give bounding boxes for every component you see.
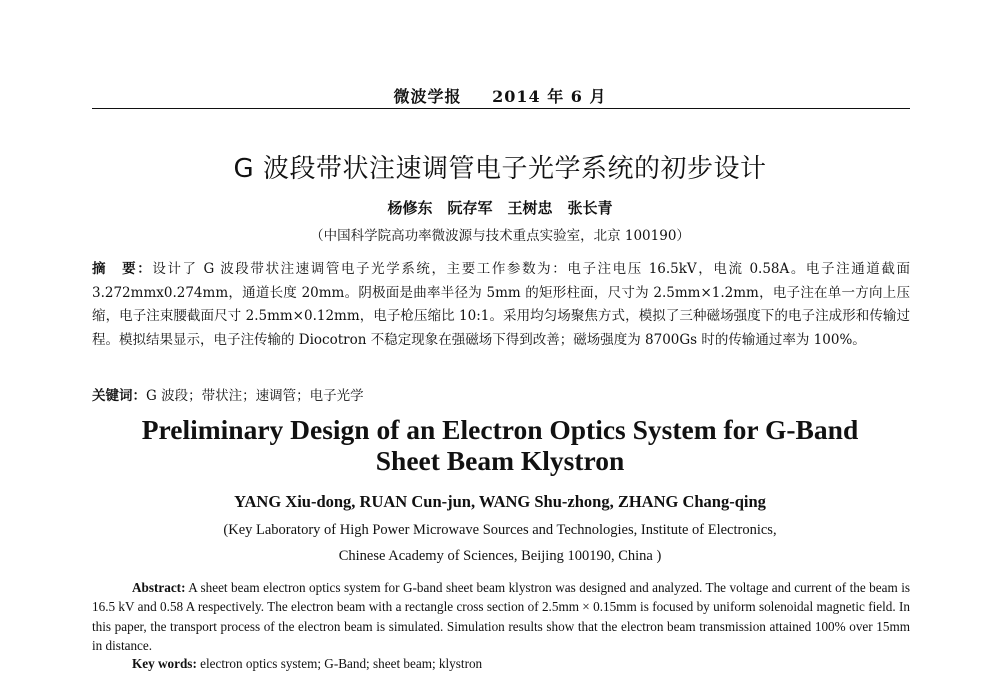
english-title-line-1: Preliminary Design of an Electron Optics System for G-Band [141,414,859,445]
english-title [0,414,1000,476]
running-header [0,84,1000,107]
english-keywords-text: electron optics system; G-Band; sheet beam; klystron [200,656,483,671]
english-affiliation-line-1: (Key Laboratory of High Power Microwave Sources and Technologies, Institute of Electronics, [223,522,777,538]
english-title-line-2: Sheet Beam Klystron [375,445,625,476]
header-rule [92,108,910,109]
chinese-abstract-text: 设计了 G 波段带状注速调管电子光学系统，主要工作参数为：电子注电压 16.5kV，电流 0.58A。电子注通道截面 3.272mmx0.274mm，通道长度 20mm。阴极面是曲率半径为 5mm 的矩形柱面，尺寸为 2.5mm×1.2mm，电子注在单一方向上压缩，电子注束腰截面尺寸 2.5mm×0.12mm，电子枪压缩比 10:1。采用均匀场聚焦方式，模拟了三种磁场强度下的电子注成形和传输过程。模拟结果显示，电子注传输的 Diocotron 不稳定现象在强磁场下得到改善；磁场强度为 8700Gs 时的传输通过率为 100%。 [92,261,910,348]
journal-name: 微波学报 [393,87,462,106]
chinese-title: G 波段带状注速调管电子光学系统的初步设计 [233,154,767,184]
issue-date: 2014 年 6 月 [492,87,607,106]
chinese-keywords-label: 关键词： [92,388,146,404]
english-authors: YANG Xiu-dong, RUAN Cun-jun, WANG Shu-zhong, ZHANG Chang-qing [234,492,766,511]
english-keywords-label: Key words: [132,656,197,671]
chinese-abstract [92,258,910,352]
chinese-affiliation: （中国科学院高功率微波源与技术重点实验室，北京 100190） [310,228,690,244]
english-abstract-label: Abstract: [132,580,186,595]
english-affiliation-line-2: Chinese Academy of Sciences, Beijing 100190, China ) [338,548,662,564]
english-keywords [132,656,482,672]
chinese-keywords [92,386,910,406]
chinese-authors: 杨修东 阮存军 王树忠 张长青 [387,199,613,217]
english-abstract [92,578,910,655]
chinese-keywords-text: G 波段；带状注；速调管；电子光学 [146,388,364,404]
chinese-abstract-label: 摘 要： [92,261,153,277]
english-affiliation [0,517,1000,569]
english-abstract-text: A sheet beam electron optics system for G-band sheet beam klystron was designed and analyzed. The voltage and current of the beam is 16.5 kV and 0.58 A respectively. The electron beam with a rectangle cross section of 2.5mm × 0.15mm is focused by uniform solenoidal magnetic field. In this paper, the transport process of the electron beam is simulated. Simulation results show that the electron beam transmission attained 100% over 15mm in distance. [92,580,910,653]
